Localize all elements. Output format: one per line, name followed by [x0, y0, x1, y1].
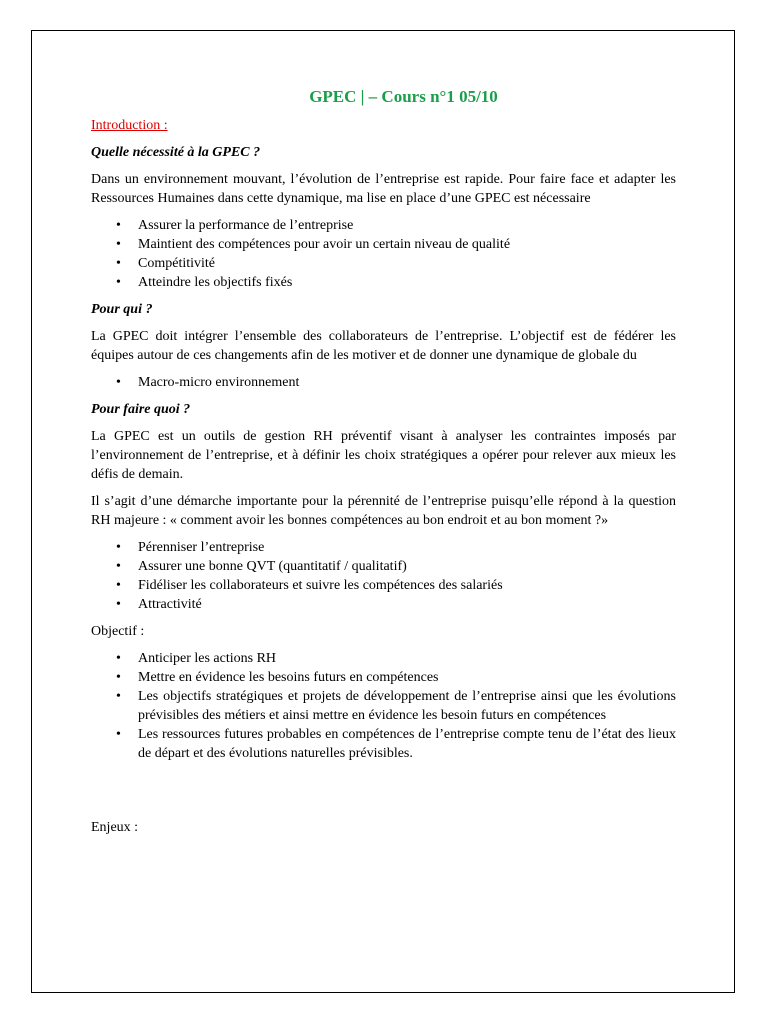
- bullet-list: [91, 649, 676, 763]
- bullet-icon: •: [116, 256, 121, 271]
- list-item: [91, 557, 676, 576]
- list-item-text: Anticiper les actions RH: [138, 651, 277, 666]
- bullet-icon: •: [116, 670, 121, 685]
- document-title: GPEC | – Cours n°1 05/10: [309, 87, 498, 106]
- list-item: [91, 649, 676, 668]
- bullet-icon: •: [116, 237, 121, 252]
- list-item-text: Les objectifs stratégiques et projets de développement de l’entreprise ainsi que les évolutions prévisibles des métiers et ainsi mettre en évidence les besoin futurs en compétences: [138, 689, 676, 723]
- list-item: [91, 668, 676, 687]
- list-item-text: Fidéliser les collaborateurs et suivre les compétences des salariés: [138, 578, 503, 593]
- list-item-text: Maintient des compétences pour avoir un certain niveau de qualité: [138, 237, 511, 252]
- intro-heading: Introduction :: [91, 118, 168, 133]
- list-item-text: Mettre en évidence les besoins futurs en compétences: [138, 670, 439, 685]
- bullet-icon: •: [116, 375, 121, 390]
- bullet-icon: •: [116, 275, 121, 290]
- list-item-text: Les ressources futures probables en compétences de l’entreprise compte tenu de l’état des lieux de départ et des évolutions naturelles prévisibles.: [138, 727, 676, 761]
- list-item: [91, 687, 676, 725]
- list-item: [91, 216, 676, 235]
- list-item-text: Assurer une bonne QVT (quantitatif / qualitatif): [138, 559, 407, 574]
- section-question: Pour qui ?: [91, 302, 153, 317]
- list-item: [91, 725, 676, 763]
- list-item: [91, 235, 676, 254]
- section-paragraph: La GPEC doit intégrer l’ensemble des collaborateurs de l’entreprise. L’objectif est de fédérer les équipes autour de ces changements afin de les motiver et de donner une dynamique de globale du: [91, 329, 676, 363]
- section-paragraph: Il s’agit d’une démarche importante pour la pérennité de l’entreprise puisqu’elle répond à la question RH majeure : « comment avoir les bonnes compétences au bon endroit et au bon moment ?»: [91, 494, 676, 528]
- bullet-icon: •: [116, 597, 121, 612]
- list-item: [91, 273, 676, 292]
- section-question: Quelle nécessité à la GPEC ?: [91, 145, 261, 160]
- section-paragraph: La GPEC est un outils de gestion RH préventif visant à analyser les contraintes imposés par l’environnement de l’entreprise, et à définir les choix stratégiques a opérer pour relever aux mieux les défis de demain.: [91, 429, 676, 482]
- document-body: [91, 87, 676, 845]
- objective-heading: Objectif :: [91, 624, 145, 639]
- list-item: [91, 595, 676, 614]
- list-item-text: Macro-micro environnement: [138, 375, 300, 390]
- list-item: [91, 538, 676, 557]
- bullet-list: [91, 373, 676, 392]
- bullet-icon: •: [116, 559, 121, 574]
- section-paragraph: Dans un environnement mouvant, l’évolution de l’entreprise est rapide. Pour faire face et adapter les Ressources Humaines dans cette dynamique, ma lise en place d’une GPEC est nécessaire: [91, 172, 676, 206]
- bullet-list: [91, 538, 676, 614]
- enjeux-heading: Enjeux :: [91, 820, 139, 835]
- bullet-icon: •: [116, 727, 121, 742]
- list-item-text: Pérenniser l’entreprise: [138, 540, 265, 555]
- bullet-icon: •: [116, 689, 121, 704]
- section-question: Pour faire quoi ?: [91, 402, 191, 417]
- bullet-icon: •: [116, 651, 121, 666]
- bullet-icon: •: [116, 540, 121, 555]
- list-item: [91, 254, 676, 273]
- bullet-list: [91, 216, 676, 292]
- list-item: [91, 576, 676, 595]
- list-item-text: Atteindre les objectifs fixés: [138, 275, 293, 290]
- list-item-text: Assurer la performance de l’entreprise: [138, 218, 354, 233]
- spacer: [91, 771, 676, 818]
- list-item-text: Attractivité: [138, 597, 202, 612]
- bullet-icon: •: [116, 578, 121, 593]
- bullet-icon: •: [116, 218, 121, 233]
- list-item-text: Compétitivité: [138, 256, 215, 271]
- list-item: [91, 373, 676, 392]
